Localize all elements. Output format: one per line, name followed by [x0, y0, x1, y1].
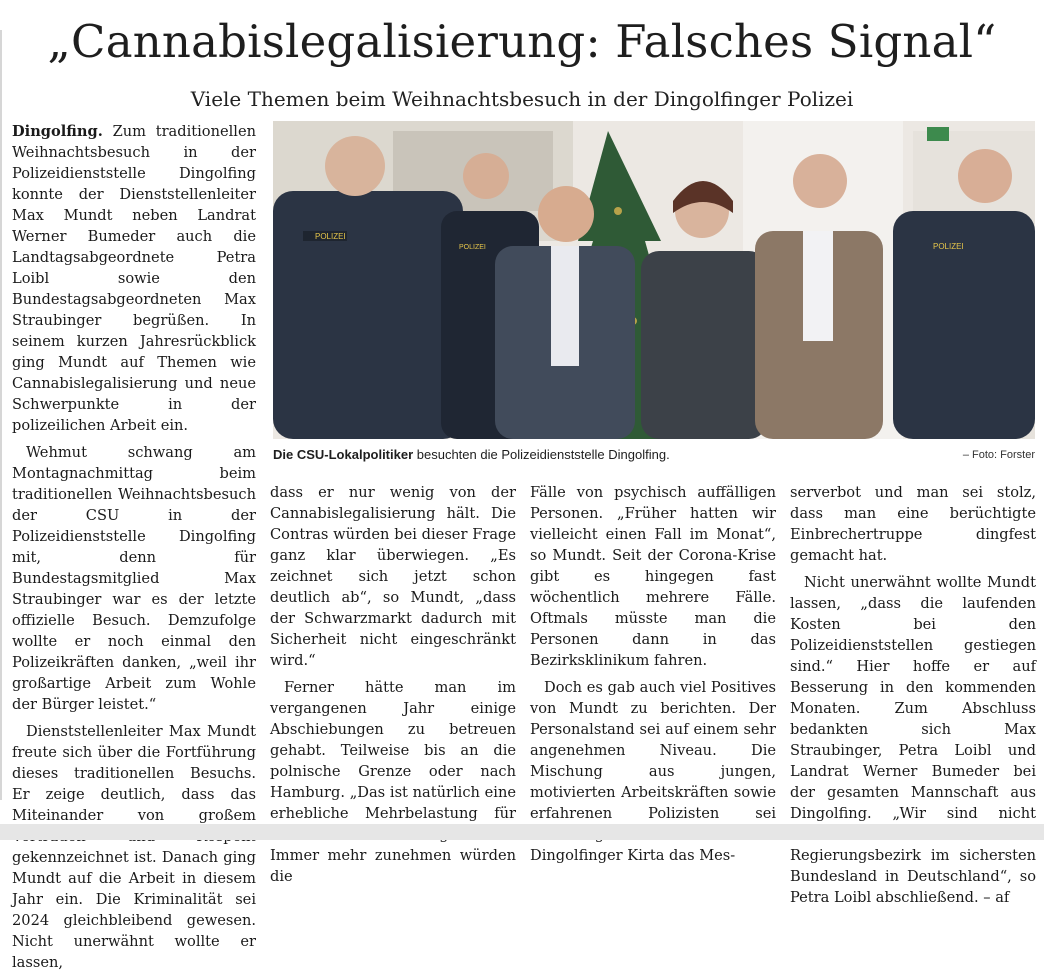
paragraph: Doch es gab auch viel Positives von Mundt zu berichten. Der Personalstand sei auf einem sehr angenehmen Niveau. Die Mischung aus jungen, motivierten Arbeitskräften sowie erfahrenen Polizisten sei Dingolfinger Kirta das Mes- — [530, 679, 776, 864]
text-column-4 — [790, 482, 1036, 906]
paragraph: Ferner hätte man im vergangenen Jahr einige Abschiebungen zu betreuen gehabt. Teilweise bis an die polnische Grenze oder nach Hamburg. „Das ist natürlich eine erhebliche Mehrbelastung für Immer mehr zunehmen würden die — [270, 679, 516, 885]
photo-caption — [273, 445, 1035, 465]
text-column-1 — [12, 121, 256, 971]
police-badge-text: POLIZEI — [315, 232, 346, 241]
paragraph: Wehmut schwang am Montagnachmittag beim traditionellen Weihnachtsbesuch der CSU in der Polizeidienststelle Dingolfing mit, denn für Bundestagsmitglied Max Straubinger war es der letzte offizielle Besuch. Demzufolge wollte er noch einmal den Polizeikräften danken, „weil ihr großartige Arbeit zum Wohle der Bürger leistet.“ — [12, 444, 256, 713]
paragraph-text: Zum traditionellen Weihnachtsbesuch in der Polizeidienststelle Dingolfing konnte der Dienststellenleiter Max Mundt neben Landrat Werner Bumeder auch die Landtagsabgeordnete Petra Loibl sowie den Bundestagsabgeordneten Max Straubinger begrüßen. In seinem kurzen Jahresrückblick ging Mundt auf Themen wie Cannabislegalisierung und neue Schwerpunkte in der polizeilichen Arbeit ein. — [12, 123, 256, 434]
text-column-2 — [270, 482, 516, 885]
article-photo — [273, 121, 1035, 439]
group-photo-illustration — [273, 121, 1035, 439]
police-badge-text: POLIZEI — [459, 244, 486, 251]
paragraph: Dienststellenleiter Max Mundt freute sich über die Fortführung dieses traditionellen Besuchs. Er zeige deutlich, dass das Miteinander von großem gekennzeichnet ist. Danach ging Mundt auf die Arbeit in diesem Jahr ein. Die Kriminalität sei 2024 gleichbleibend gewesen. Nicht unerwähnt wollte er lassen, — [12, 723, 256, 971]
paragraph: Fälle von psychisch auffälligen Personen. „Früher hatten wir vielleicht einen Fall im Monat“, so Mundt. Seit der Corona-Krise gibt es hingegen fast wöchentlich mehrere Fälle. Oftmals müsste man die Personen dann in das Bezirksklinikum fahren. — [530, 484, 776, 669]
paragraph: Nicht unerwähnt wollte Mundt lassen, „dass die laufenden Kosten bei den Polizeidienststellen gestiegen sind.“ Hier hoffe er auf Besserung in den kommenden Monaten. Zum Abschluss bedankten sich Max Straubinger, Petra Loibl und Landrat Werner Bumeder bei der gesamten Mannschaft aus Dingolfing. „Wir sind nicht Regierungsbezirk im sichersten Bundesland in Deutschland“, so Petra Loibl abschließend. – af — [790, 574, 1036, 906]
text-column-3 — [530, 482, 776, 864]
article-subheadline: Viele Themen beim Weihnachtsbesuch in der Dingolfinger Polizei — [190, 87, 854, 111]
caption-lead: Die CSU-Lokalpolitiker — [273, 447, 414, 462]
dateline: Dingolfing. — [12, 123, 103, 140]
paragraph: serverbot und man sei stolz, dass man eine berüchtigte Einbrechertruppe dingfest gemacht hat. — [790, 484, 1036, 564]
left-page-edge — [0, 30, 2, 800]
police-badge-text: POLIZEI — [933, 242, 964, 251]
caption-text: besuchten die Polizeidienststelle Dingolfing. — [413, 447, 670, 462]
paragraph-intro — [12, 121, 256, 436]
photo-credit: – Foto: Forster — [962, 449, 1035, 461]
paragraph: dass er nur wenig von der Cannabislegalisierung hält. Die Contras würden bei dieser Frage ganz klar überwiegen. „Es zeichnet sich jetzt schon deutlich ab“, so Mundt, „dass der Schwarzmarkt dadurch mit Sicherheit nicht eingeschränkt wird.“ — [270, 484, 516, 669]
bottom-page-band — [0, 824, 1044, 840]
article-headline: „Cannabislegalisierung: Falsches Signal“ — [47, 15, 997, 68]
